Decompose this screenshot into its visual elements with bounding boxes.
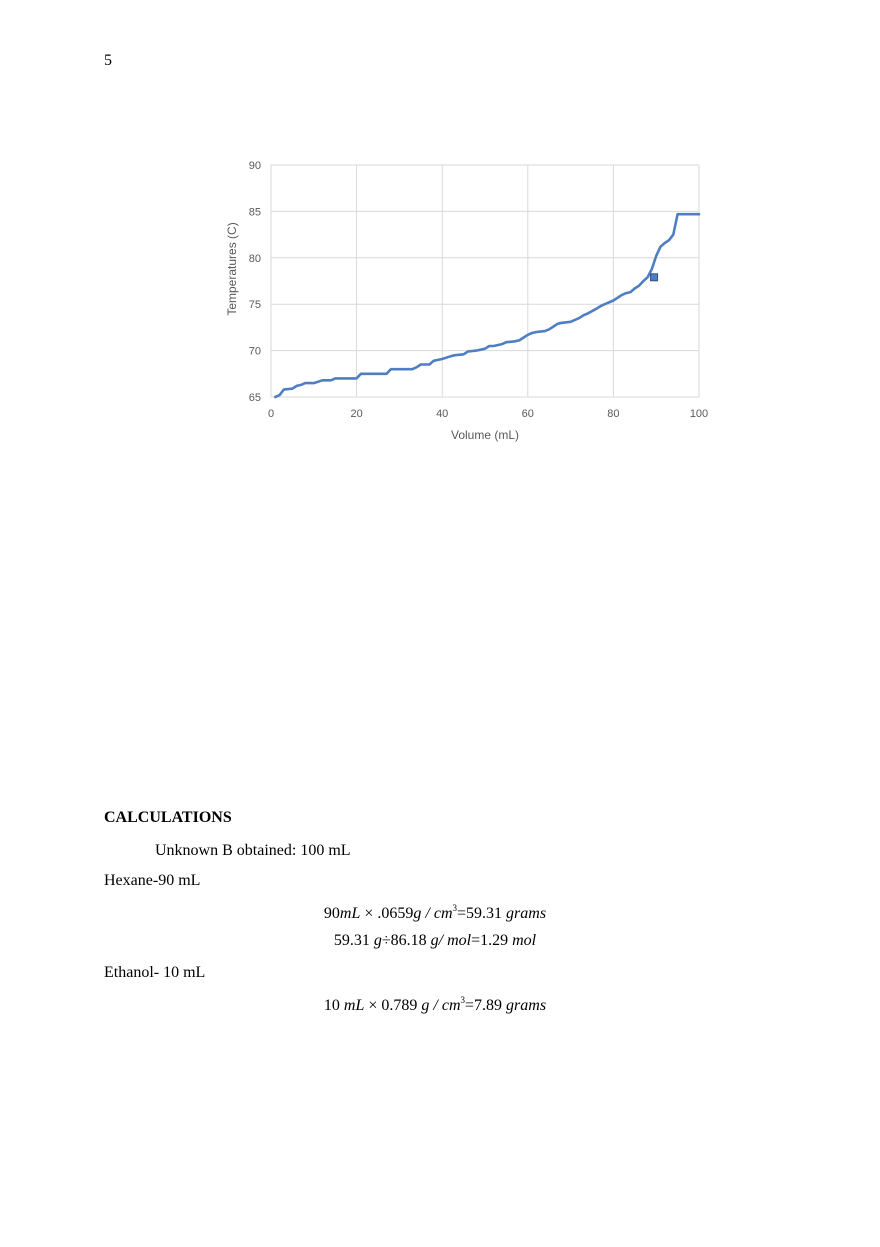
eq-unit: mol [512,932,537,949]
x-tick-label: 80 [607,408,620,420]
eq-unit: g [373,932,382,949]
unknown-sample-line: Unknown B obtained: 100 mL [155,842,351,859]
hexane-moles-equation [240,932,630,950]
eq-exponent: 3 [452,903,458,913]
y-tick-label: 90 [248,160,261,172]
eq-unit: mL [339,905,361,922]
section-heading: CALCULATIONS [104,809,232,826]
eq-unit: g/ mol [430,932,472,949]
x-axis-label: Volume (mL) [450,428,520,442]
hexane-mass-equation [240,903,630,923]
x-tick-label: 60 [521,408,534,420]
y-tick-labels [249,160,261,404]
page-number: 5 [104,52,112,69]
data-point-marker [651,274,658,281]
ethanol-mass-equation [240,995,630,1015]
y-tick-label: 85 [248,206,261,219]
series-line [275,214,699,397]
x-tick-label: 40 [436,408,449,420]
x-tick-label: 0 [267,408,275,420]
y-tick-label: 80 [248,252,261,265]
eq-result: =7.89 [465,997,503,1014]
eq-value: 10 [323,997,340,1014]
eq-unit: grams [506,997,547,1014]
chart-grid [271,165,699,397]
x-tick-label: 20 [350,408,363,420]
x-tick-labels [268,408,708,420]
eq-unit: mL [343,997,365,1014]
eq-value: 90 [323,905,340,922]
temperature-volume-chart [208,152,726,464]
eq-value: 59.31 [333,932,370,949]
ethanol-label: Ethanol- 10 mL [104,964,206,981]
eq-operator: ÷86.18 [381,932,427,949]
chart-svg [208,152,726,464]
y-tick-label: 70 [248,345,261,358]
y-tick-label: 65 [248,392,261,404]
eq-exponent: 3 [460,995,466,1005]
eq-unit: g / cm [421,997,461,1014]
hexane-label: Hexane-90 mL [104,872,201,889]
eq-operator: × .0659 [364,905,414,922]
eq-result: =1.29 [471,932,509,949]
eq-unit: g / cm [413,905,453,922]
x-tick-label: 100 [689,408,709,420]
eq-unit: grams [506,905,547,922]
y-tick-label: 75 [248,299,261,312]
y-axis-label: Temperatures (C) [225,222,239,316]
eq-result: =59.31 [457,905,503,922]
eq-operator: × 0.789 [368,997,418,1014]
